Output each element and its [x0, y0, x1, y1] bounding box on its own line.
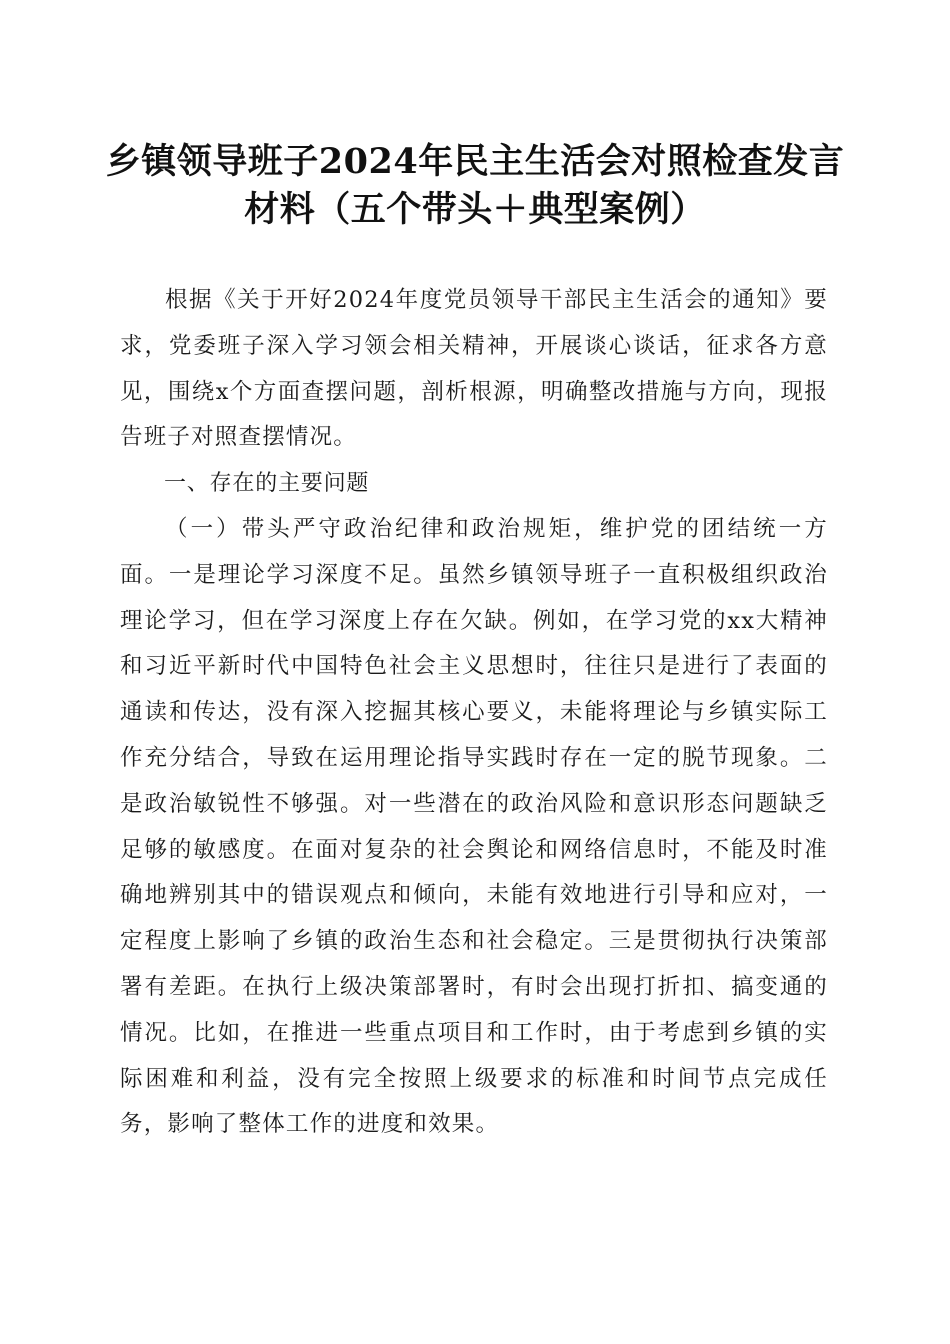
section-paragraph: （一）带头严守政治纪律和政治规矩，维护党的团结统一方面。一是理论学习深度不足。虽然乡镇领导班子一直积极组织政治理论学习，但在学习深度上存在欠缺。例如，在学习党的xx大精神和习近平新时代中国特色社会主义思想时，往往只是进行了表面的通读和传达，没有深入挖掘其核心要义，未能将理论与乡镇实际工作充分结合，导致在运用理论指导实践时存在一定的脱节现象。二是政治敏锐性不够强。对一些潜在的政治风险和意识形态问题缺乏足够的敏感度。在面对复杂的社会舆论和网络信息时，不能及时准确地辨别其中的错误观点和倾向，未能有效地进行引导和应对，一定程度上影响了乡镇的政治生态和社会稳定。三是贯彻执行决策部署有差距。在执行上级决策部署时，有时会出现打折扣、搞变通的情况。比如，在推进一些重点项目和工作时，由于考虑到乡镇的实际困难和利益，没有完全按照上级要求的标准和时间节点完成任务，影响了整体工作的进度和效果。	[120, 515, 828, 1138]
intro-paragraph: 根据《关于开好2024年度党员领导干部民主生活会的通知》要求，党委班子深入学习领会相关精神，开展谈心谈话，征求各方意见，围绕x个方面查摆问题，剖析根源，明确整改措施与方向，现报告班子对照查摆情况。	[120, 287, 828, 451]
section-heading: 一、存在的主要问题	[164, 471, 370, 497]
document-body	[120, 278, 828, 1148]
document-title: 乡镇领导班子2024年民主生活会对照检查发言材料（五个带头＋典型案例）	[105, 141, 845, 230]
